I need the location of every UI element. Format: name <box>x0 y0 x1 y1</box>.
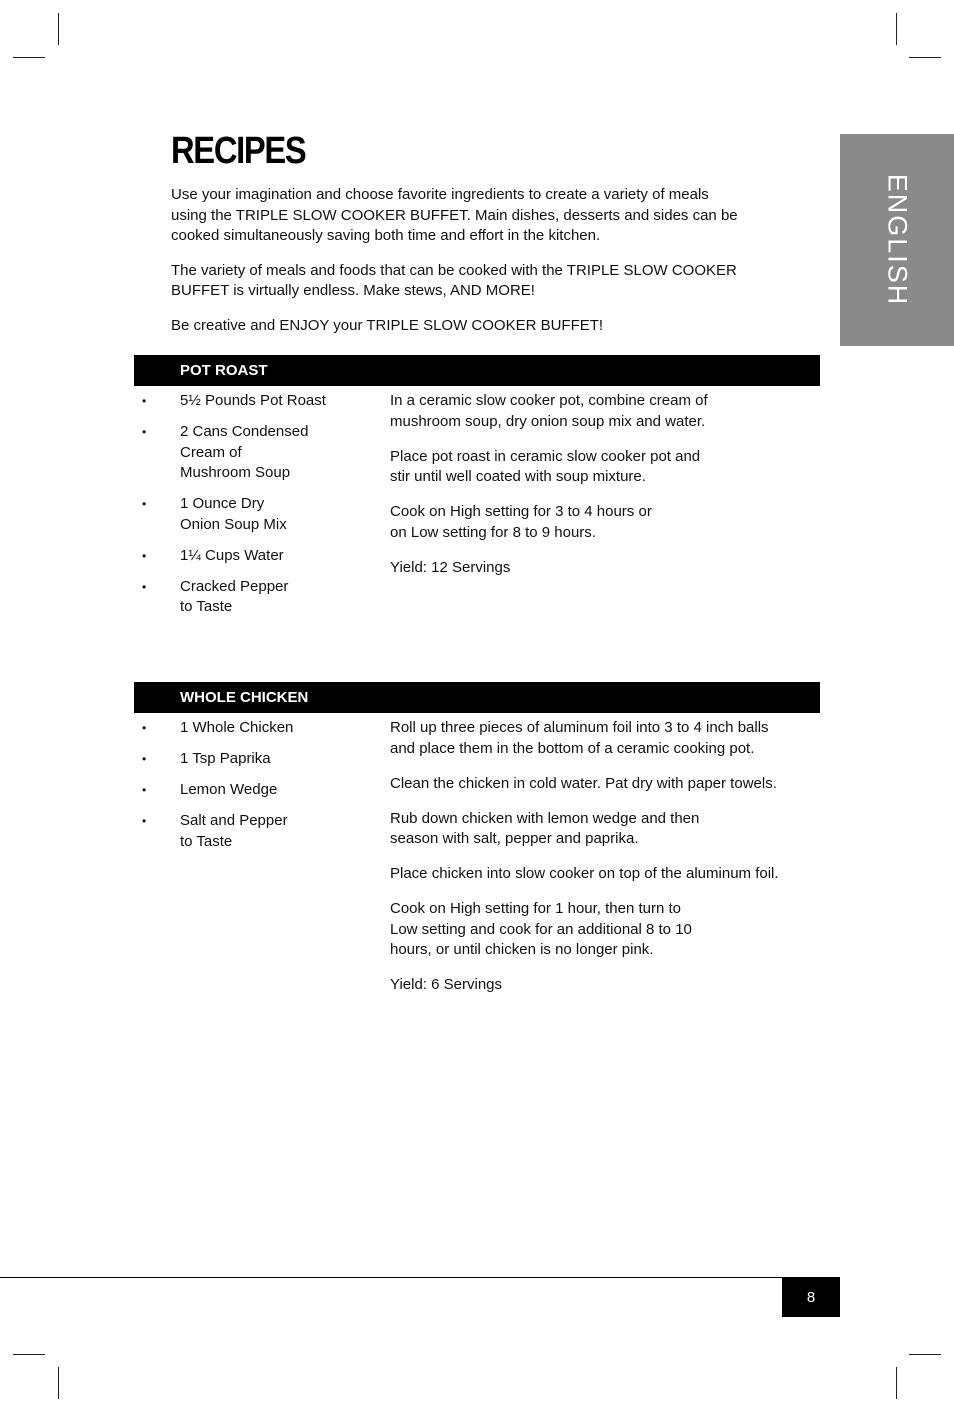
footer-rule <box>0 1277 840 1278</box>
instruction-step: Cook on High setting for 3 to 4 hours or on Low setting for 8 to 9 hours. <box>390 503 652 541</box>
recipe-header: POT ROAST <box>134 355 820 386</box>
ingredient-item: • 2 Cans Condensed Cream of Mushroom Soup <box>134 422 374 484</box>
crop-mark <box>896 13 897 45</box>
instruction-step: In a ceramic slow cooker pot, combine cream of mushroom soup, dry onion soup mix and water. <box>390 392 708 430</box>
intro-paragraph: Be creative and ENJOY your TRIPLE SLOW COOKER BUFFET! <box>171 316 604 334</box>
page-number: 8 <box>782 1278 840 1317</box>
ingredient-list <box>134 718 374 863</box>
instruction-step: Clean the chicken in cold water. Pat dry with paper towels. <box>390 774 777 792</box>
ingredient-item: • 5½ Pounds Pot Roast <box>134 391 374 412</box>
recipe-pot-roast <box>134 355 820 615</box>
recipe-header: WHOLE CHICKEN <box>134 682 820 713</box>
ingredient-item: • 1¼ Cups Water <box>134 546 374 567</box>
recipe-whole-chicken <box>134 682 820 993</box>
language-tab-label: ENGLISH <box>882 173 913 307</box>
intro-paragraph: Use your imagination and choose favorite ingredients to create a variety of meals using the TRIPLE SLOW COOKER BUFFET. Main dishes, desserts and sides can be cooked simultaneously saving both time and effort in the kitchen. <box>171 186 738 244</box>
recipe-yield: Yield: 12 Servings <box>390 558 511 576</box>
crop-mark <box>13 1354 45 1355</box>
ingredient-list <box>134 391 374 628</box>
recipe-yield: Yield: 6 Servings <box>390 976 503 993</box>
instruction-list <box>390 391 820 593</box>
language-tab <box>840 134 954 346</box>
ingredient-item: • Cracked Pepper to Taste <box>134 577 374 618</box>
instruction-step: Cook on High setting for 1 hour, then turn to Low setting and cook for an additional 8 to 10 hours, or until chicken is no longer pink. <box>390 900 692 958</box>
intro-text <box>171 185 741 350</box>
instruction-step: Roll up three pieces of aluminum foil into 3 to 4 inch balls and place them in the bottom of a ceramic cooking pot. <box>390 719 769 757</box>
intro-paragraph: The variety of meals and foods that can be cooked with the TRIPLE SLOW COOKER BUFFET is virtually endless. Make stews, AND MORE! <box>171 261 737 299</box>
instruction-list <box>390 718 820 1010</box>
ingredient-item: • 1 Ounce Dry Onion Soup Mix <box>134 494 374 535</box>
crop-mark <box>909 57 941 58</box>
ingredient-item: • 1 Whole Chicken <box>134 718 374 739</box>
page-title: RECIPES <box>171 130 306 172</box>
crop-mark <box>58 13 59 45</box>
instruction-step: Rub down chicken with lemon wedge and then season with salt, pepper and paprika. <box>390 809 700 847</box>
instruction-step: Place chicken into slow cooker on top of the aluminum foil. <box>390 865 779 882</box>
crop-mark <box>896 1367 897 1399</box>
instruction-step: Place pot roast in ceramic slow cooker pot and stir until well coated with soup mixture. <box>390 447 701 485</box>
crop-mark <box>58 1367 59 1399</box>
crop-mark <box>909 1354 941 1355</box>
ingredient-item: • 1 Tsp Paprika <box>134 749 374 770</box>
ingredient-item: • Lemon Wedge <box>134 780 374 801</box>
crop-mark <box>13 57 45 58</box>
ingredient-item: • Salt and Pepper to Taste <box>134 811 374 852</box>
